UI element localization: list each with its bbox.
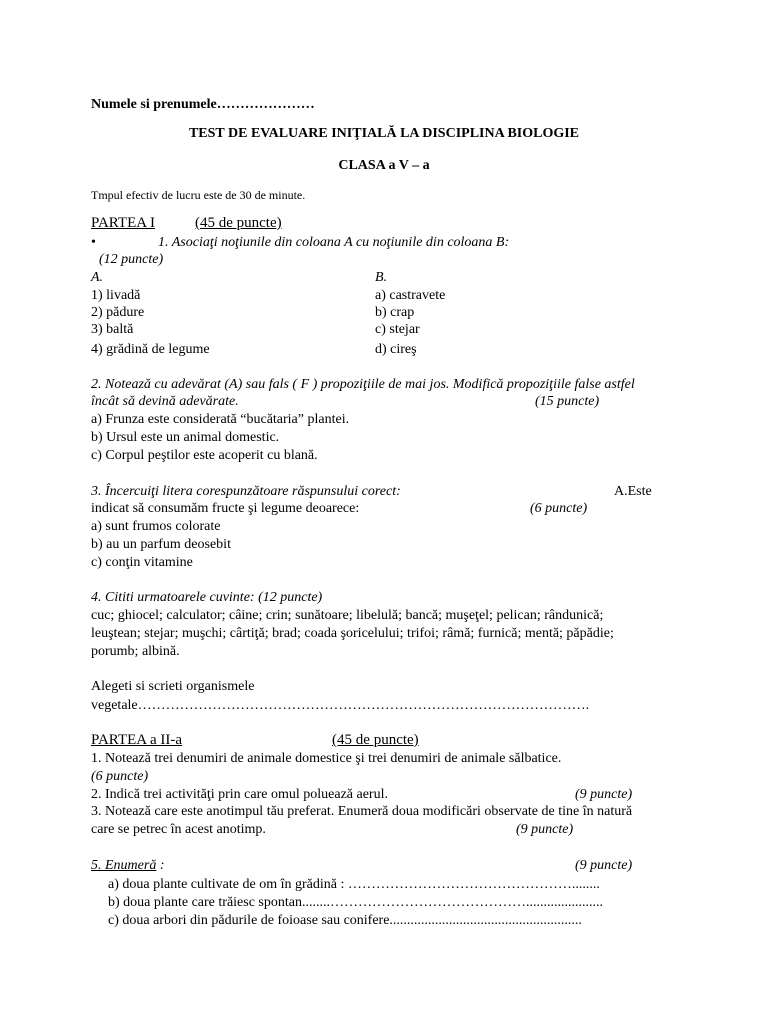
q4-answer-line[interactable]: vegetale……………………………………………………………………………………. — [91, 698, 590, 713]
q1-bullet: • — [91, 235, 96, 250]
q3-option: c) conţin vitamine — [91, 555, 193, 570]
part1-label: PARTEA I — [91, 215, 155, 231]
part1-header — [91, 215, 282, 232]
q1-text: 1. Asociaţi noţiunile din coloana A cu noţiunile din coloana B: — [158, 235, 510, 250]
p2-q3-points: (9 puncte) — [516, 822, 574, 837]
column-b-header: B. — [375, 270, 388, 285]
q3-text: 3. Încercuiţi litera corespunzătoare răspunsului corect: — [91, 484, 401, 499]
part2-label: PARTEA a II-a — [91, 732, 183, 748]
p2-q2-text: 2. Indică trei activităţi prin care omul poluează aerul. — [91, 787, 388, 802]
q4-task-line1: Alegeti si scrieti organismele — [91, 679, 255, 694]
class-subtitle: CLASA a V – a — [338, 158, 430, 173]
q3-stem-cont: indicat să consumăm fructe şi legume deoarece: — [91, 501, 360, 516]
q4-words-line1: cuc; ghiocel; calculator; câine; crin; sunătoare; libelulă; bancă; muşeţel; pelican; rândunică; — [91, 608, 604, 623]
part1-points: (45 de puncte) — [194, 215, 282, 231]
q2-text-line1: 2. Notează cu adevărat (A) sau fals ( F ) propoziţiile de mai jos. Modifică propoziţiile false astfel — [91, 377, 635, 392]
part2-points: (45 de puncte) — [332, 732, 419, 748]
col-b-item: c) stejar — [375, 322, 420, 337]
p2-q3-line2: care se petrec în acest anotimp. — [91, 822, 266, 837]
p2-q1-line1: 1. Notează trei denumiri de animale domestice şi trei denumiri de animale sălbatice. — [91, 751, 562, 766]
col-a-item: 2) pădure — [91, 305, 145, 320]
q3-option: a) sunt frumos colorate — [91, 519, 221, 534]
q2-points: (15 puncte) — [535, 394, 600, 409]
part2-header — [91, 732, 419, 749]
p2-q5-item[interactable]: a) doua plante cultivate de om în grădină : …………………………………………........ — [108, 877, 600, 892]
q3-stem-start: A.Este — [614, 484, 652, 499]
p2-q2-points: (9 puncte) — [575, 787, 633, 802]
column-a-header: A. — [91, 270, 104, 285]
col-a-item: 1) livadă — [91, 288, 141, 303]
q2-item: c) Corpul peştilor este acoperit cu blană. — [91, 448, 318, 463]
col-b-item: a) castravete — [375, 288, 446, 303]
p2-q5-item[interactable]: b) doua plante care trăiesc spontan........……………………………………...................... — [108, 895, 603, 910]
col-a-item: 4) grădină de legume — [91, 342, 210, 357]
p2-q5-points: (9 puncte) — [575, 858, 633, 873]
q3-points: (6 puncte) — [530, 501, 588, 516]
name-line: Numele si prenumele………………… — [91, 97, 315, 112]
p2-q5-header — [91, 857, 165, 874]
p2-q5-colon: : — [156, 858, 165, 873]
col-b-item: d) cireş — [375, 342, 417, 357]
q4-words-line3: porumb; albină. — [91, 644, 180, 659]
col-b-item: b) crap — [375, 305, 415, 320]
col-a-item: 3) baltă — [91, 322, 134, 337]
q4-text: 4. Cititi urmatoarele cuvinte: (12 puncte) — [91, 590, 323, 605]
q2-item: a) Frunza este considerată “bucătaria” plantei. — [91, 412, 350, 427]
p2-q1-points: (6 puncte) — [91, 769, 149, 784]
p2-q5-label: 5. Enumeră — [91, 858, 157, 873]
q4-words-line2: leuştean; stejar; muşchi; cârtiţă; brad; coada şoricelului; trifoi; râmă; furnică; mentă; păpădie; — [91, 626, 614, 641]
q2-text-line2: încât să devină adevărate. — [91, 394, 239, 409]
p2-q3-line1: 3. Notează care este anotimpul tău preferat. Enumeră doua modificări observate de tine în natură — [91, 804, 633, 819]
time-note: Tmpul efectiv de lucru este de 30 de minute. — [91, 188, 306, 202]
test-title: TEST DE EVALUARE INIŢIALĂ LA DISCIPLINA BIOLOGIE — [188, 126, 580, 141]
q1-points: (12 puncte) — [99, 252, 164, 267]
q3-option: b) au un parfum deosebit — [91, 537, 231, 552]
p2-q5-item[interactable]: c) doua arbori din pădurile de foioase sau conifere....................................................... — [108, 913, 582, 928]
q2-item: b) Ursul este un animal domestic. — [91, 430, 280, 445]
